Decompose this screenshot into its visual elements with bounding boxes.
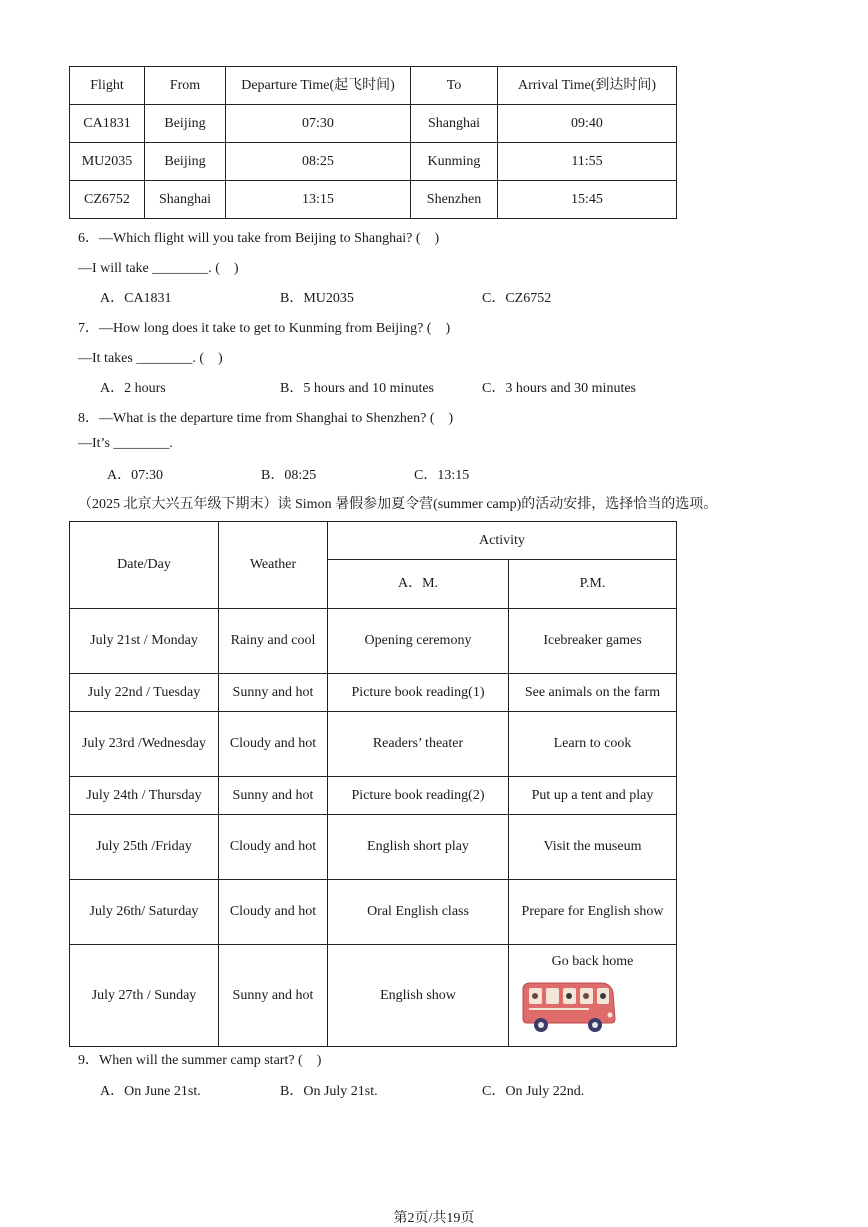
camp-schedule-table <box>69 521 677 1047</box>
flight-table-header-row <box>70 67 677 105</box>
date-cell: July 23rd /Wednesday <box>70 712 219 777</box>
header-am: A．M. <box>328 560 509 609</box>
am-cell: English short play <box>328 815 509 880</box>
pm-cell: Learn to cook <box>509 712 677 777</box>
weather-cell: Cloudy and hot <box>219 815 328 880</box>
option-6a: A．CA1831 <box>100 291 172 306</box>
date-cell: July 26th/ Saturday <box>70 880 219 945</box>
option-9c: C．On July 22nd. <box>482 1084 585 1099</box>
table-cell: CZ6752 <box>70 181 145 219</box>
table-cell: 11:55 <box>498 143 677 181</box>
weather-cell: Cloudy and hot <box>219 880 328 945</box>
table-row <box>70 712 677 777</box>
pm-cell: Put up a tent and play <box>509 777 677 815</box>
table-cell: Shenzhen <box>411 181 498 219</box>
table-cell: 08:25 <box>226 143 411 181</box>
option-8a: A．07:30 <box>107 468 163 483</box>
pm-cell: Prepare for English show <box>509 880 677 945</box>
header-weather: Weather <box>219 522 328 609</box>
option-6b: B．MU2035 <box>280 291 354 306</box>
option-7c: C．3 hours and 30 minutes <box>482 381 636 396</box>
date-cell: July 25th /Friday <box>70 815 219 880</box>
table-cell: 13:15 <box>226 181 411 219</box>
header-pm: P.M. <box>509 560 677 609</box>
bus-icon <box>519 979 619 1035</box>
header-cell: Arrival Time(到达时间) <box>498 67 677 105</box>
question-7: 7．—How long does it take to get to Kunming from Beijing? ( ) <box>78 321 451 336</box>
table-row <box>70 609 677 674</box>
header-cell: From <box>145 67 226 105</box>
question-9: 9．When will the summer camp start? ( ) <box>78 1053 322 1068</box>
table-cell: Shanghai <box>145 181 226 219</box>
date-cell: July 27th / Sunday <box>70 945 219 1047</box>
table-row <box>70 777 677 815</box>
table-cell: 07:30 <box>226 105 411 143</box>
pm-cell-text: Go back home <box>551 954 634 969</box>
table-cell: Kunming <box>411 143 498 181</box>
table-row <box>70 880 677 945</box>
table-cell: Beijing <box>145 143 226 181</box>
pm-cell: Visit the museum <box>509 815 677 880</box>
header-cell: Departure Time(起飞时间) <box>226 67 411 105</box>
header-cell: To <box>411 67 498 105</box>
weather-cell: Rainy and cool <box>219 609 328 674</box>
am-cell: Opening ceremony <box>328 609 509 674</box>
table-cell: CA1831 <box>70 105 145 143</box>
answer-line-8: —It’s ________. <box>78 436 173 451</box>
answer-line-7: —It takes ________. ( ) <box>78 351 223 366</box>
pm-cell: See animals on the farm <box>509 674 677 712</box>
header-activity: Activity <box>328 522 677 560</box>
am-cell: Picture book reading(1) <box>328 674 509 712</box>
flight-table <box>69 66 677 219</box>
am-cell: Oral English class <box>328 880 509 945</box>
header-date: Date/Day <box>70 522 219 609</box>
option-7b: B．5 hours and 10 minutes <box>280 381 434 396</box>
table-cell: Shanghai <box>411 105 498 143</box>
option-9a: A．On June 21st. <box>100 1084 201 1099</box>
section-intro: （2025 北京大兴五年级下期末）读 Simon 暑假参加夏令营(summer camp)的活动安排，选择恰当的选项。 <box>78 497 718 512</box>
table-row <box>70 105 677 143</box>
option-9b: B．On July 21st. <box>280 1084 378 1099</box>
answer-line-6: —I will take ________. ( ) <box>78 261 239 276</box>
header-cell: Flight <box>70 67 145 105</box>
table-row <box>70 674 677 712</box>
page-footer: 第2页/共19页 <box>393 1211 475 1226</box>
weather-cell: Sunny and hot <box>219 674 328 712</box>
question-8: 8．—What is the departure time from Shanghai to Shenzhen? ( ) <box>78 411 454 426</box>
am-cell: Readers’ theater <box>328 712 509 777</box>
table-cell: Beijing <box>145 105 226 143</box>
date-cell: July 24th / Thursday <box>70 777 219 815</box>
table-cell: MU2035 <box>70 143 145 181</box>
option-6c: C．CZ6752 <box>482 291 552 306</box>
camp-header-row <box>70 522 677 560</box>
weather-cell: Cloudy and hot <box>219 712 328 777</box>
table-cell: 09:40 <box>498 105 677 143</box>
question-6: 6．—Which flight will you take from Beijing to Shanghai? ( ) <box>78 231 440 246</box>
am-cell: English show <box>328 945 509 1047</box>
table-row <box>70 143 677 181</box>
date-cell: July 21st / Monday <box>70 609 219 674</box>
table-row <box>70 815 677 880</box>
pm-cell <box>509 945 677 1047</box>
weather-cell: Sunny and hot <box>219 945 328 1047</box>
option-8c: C．13:15 <box>414 468 470 483</box>
table-cell: 15:45 <box>498 181 677 219</box>
pm-cell: Icebreaker games <box>509 609 677 674</box>
am-cell: Picture book reading(2) <box>328 777 509 815</box>
date-cell: July 22nd / Tuesday <box>70 674 219 712</box>
weather-cell: Sunny and hot <box>219 777 328 815</box>
table-row <box>70 945 677 1047</box>
option-8b: B．08:25 <box>261 468 317 483</box>
option-7a: A．2 hours <box>100 381 166 396</box>
table-row <box>70 181 677 219</box>
